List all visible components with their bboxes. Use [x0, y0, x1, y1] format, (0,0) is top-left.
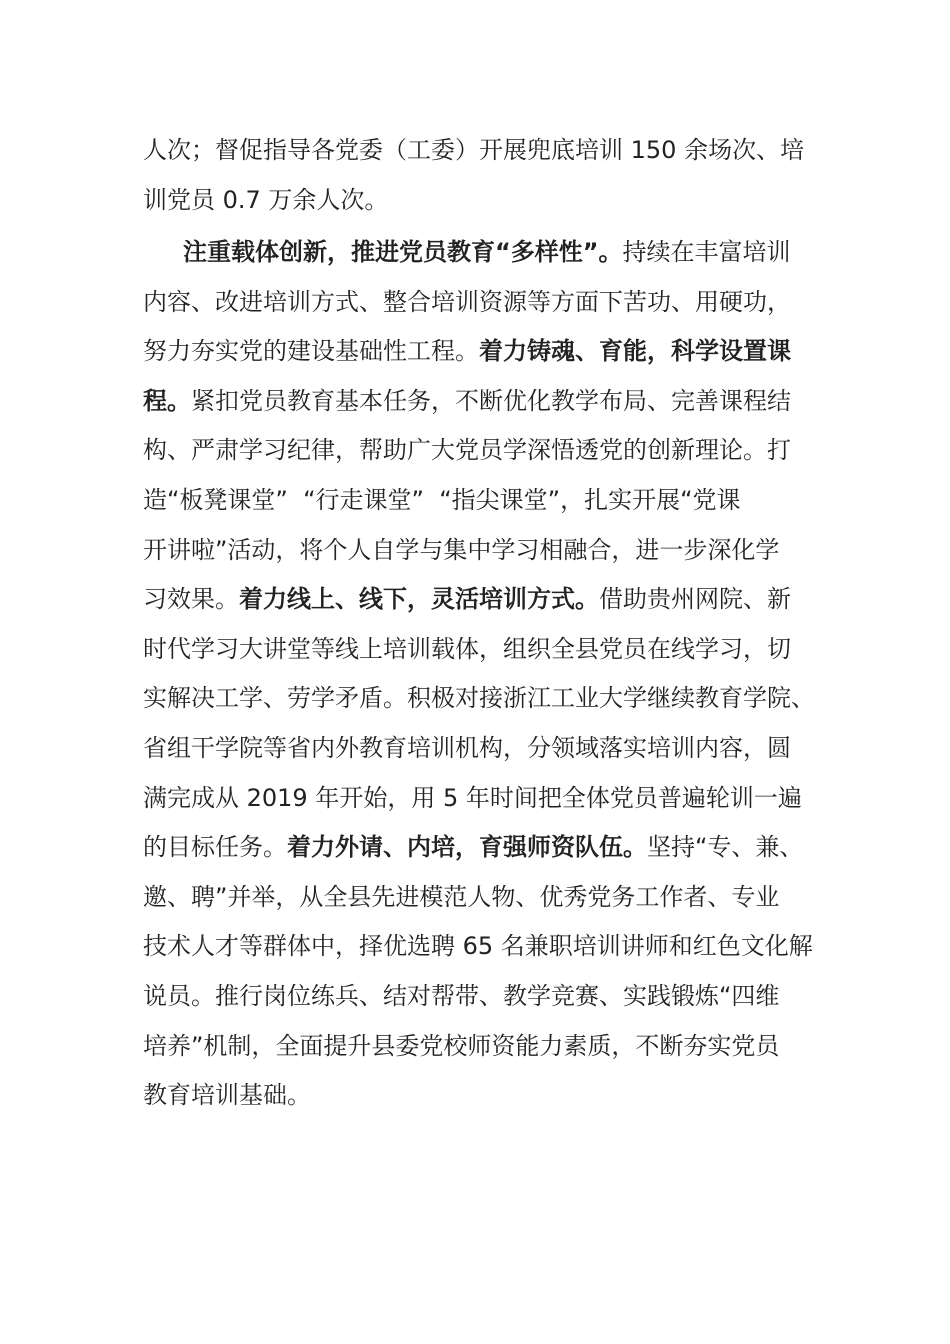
paragraph-continuation [143, 126, 808, 225]
text-line: 省组干学院等省内外教育培训机构，分领域落实培训内容，圆 [143, 733, 791, 762]
text-line: 说员。推行岗位练兵、结对帮带、教学竞赛、实践锻炼“四维 [143, 981, 780, 1010]
text-line: 训党员 0.7 万余人次。 [143, 185, 389, 214]
text-line: 人次；督促指导各党委（工委）开展兜底培训 150 余场次、培 [143, 136, 805, 164]
subheading-bold: 程。 [143, 386, 191, 415]
text-line [143, 228, 808, 278]
text-line: 时代学习大讲堂等线上培训载体，组织全县党员在线学习，切 [143, 634, 791, 663]
text-run: 习效果。 [143, 585, 239, 614]
text-line: 内容、改进培训方式、整合培训资源等方面下苦功、用硬功， [143, 287, 791, 316]
text-line: 实解决工学、劳学矛盾。积极对接浙江工业大学继续教育学院、 [143, 684, 815, 713]
text-line [143, 327, 808, 377]
text-line: 构、严肃学习纪律，帮助广大党员学深悟透党的创新理论。打 [143, 436, 791, 465]
section-heading-bold: 注重载体创新，推进党员教育“多样性”。 [183, 238, 623, 266]
text-run: 借助贵州网院、新 [599, 585, 791, 614]
text-line [143, 575, 808, 625]
text-line: 开讲啦”活动，将个人自学与集中学习相融合，进一步深化学 [143, 535, 780, 564]
text-line: 技术人才等群体中，择优选聘 65 名兼职培训讲师和红色文化解 [143, 932, 813, 961]
paragraph-carrier-innovation [143, 228, 815, 1121]
text-line: 邀、聘”并举，从全县先进模范人物、优秀党务工作者、专业 [143, 882, 780, 911]
text-run: 紧扣党员教育基本任务，不断优化教学布局、完善课程结 [191, 386, 791, 415]
text-line: 造“板凳课堂” “行走课堂” “指尖课堂”，扎实开展“党课 [143, 485, 741, 514]
text-line [143, 823, 808, 873]
text-run: 坚持“专、兼、 [647, 833, 804, 862]
text-line: 培养”机制，全面提升县委党校师资能力素质，不断夯实党员 [143, 1031, 780, 1060]
subheading-bold: 着力铸魂、育能，科学设置课 [479, 337, 791, 366]
text-line: 教育培训基础。 [143, 1081, 311, 1110]
subheading-bold: 着力线上、线下，灵活培训方式。 [239, 585, 599, 614]
text-run: 努力夯实党的建设基础性工程。 [143, 337, 479, 366]
text-run: 的目标任务。 [143, 833, 287, 862]
text-run: 持续在丰富培训 [622, 238, 791, 266]
text-line: 满完成从 2019 年开始，用 5 年时间把全体党员普遍轮训一遍 [143, 783, 802, 812]
text-line [143, 377, 808, 427]
subheading-bold: 着力外请、内培，育强师资队伍。 [287, 833, 647, 862]
